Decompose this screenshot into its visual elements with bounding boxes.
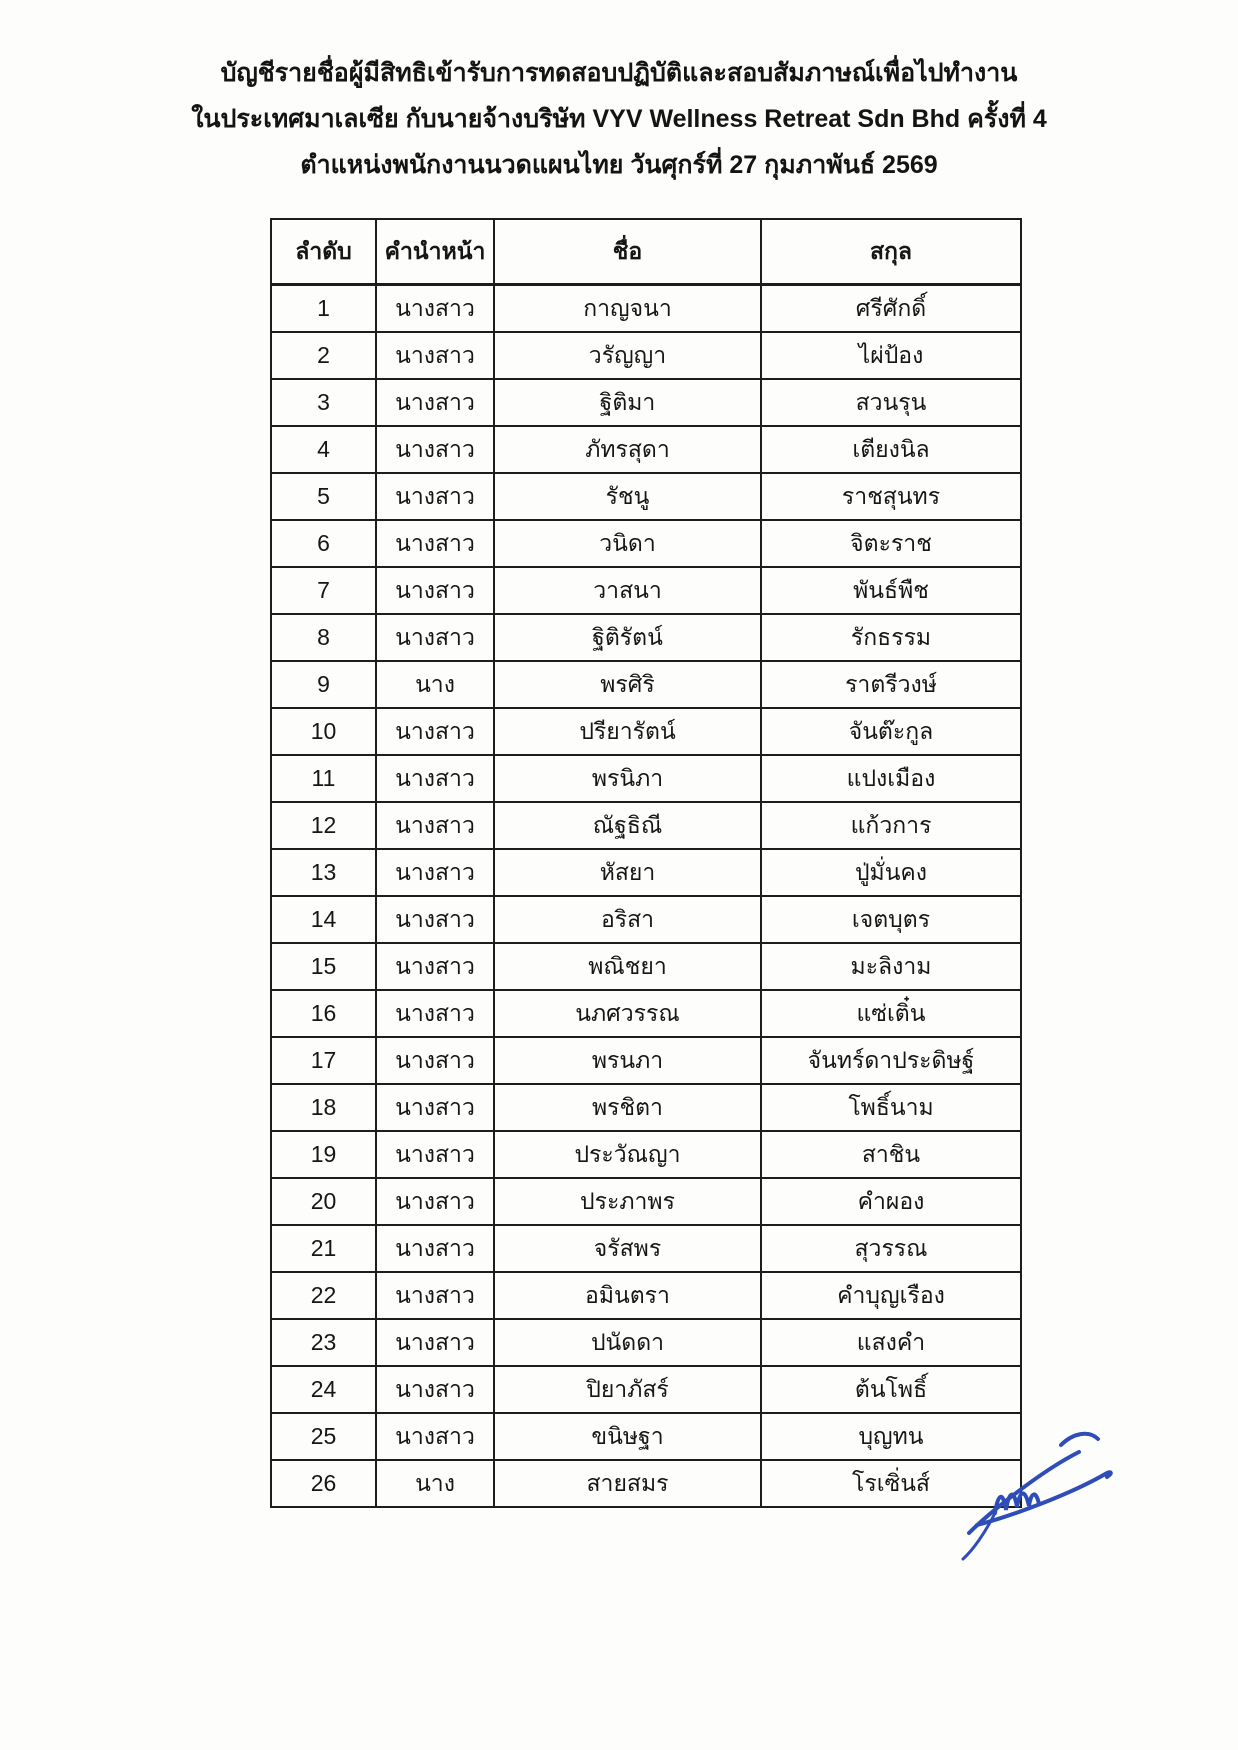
cell-title: นางสาว [376, 802, 494, 849]
cell-no: 5 [271, 473, 376, 520]
cell-surname: สวนรุน [761, 379, 1021, 426]
table-row [271, 1272, 1021, 1319]
cell-title: นางสาว [376, 1037, 494, 1084]
cell-no: 2 [271, 332, 376, 379]
table-row [271, 426, 1021, 473]
cell-title: นางสาว [376, 1319, 494, 1366]
cell-no: 17 [271, 1037, 376, 1084]
cell-surname: แก้วการ [761, 802, 1021, 849]
table-row [271, 1319, 1021, 1366]
table-row [271, 661, 1021, 708]
cell-no: 25 [271, 1413, 376, 1460]
cell-surname: ไผ่ป้อง [761, 332, 1021, 379]
table-row [271, 1131, 1021, 1178]
cell-first-name: ภัทรสุดา [494, 426, 761, 473]
table-row [271, 520, 1021, 567]
cell-first-name: หัสยา [494, 849, 761, 896]
cell-no: 8 [271, 614, 376, 661]
cell-surname: ต้นโพธิ์ [761, 1366, 1021, 1413]
cell-first-name: พรนิภา [494, 755, 761, 802]
table-row [271, 567, 1021, 614]
cell-title: นางสาว [376, 1131, 494, 1178]
cell-no: 22 [271, 1272, 376, 1319]
cell-surname: แซ่เติ๋น [761, 990, 1021, 1037]
header-first-name: ชื่อ [494, 219, 761, 285]
header-row [271, 219, 1021, 285]
title-line-3: ตำแหน่งพนักงานนวดแผนไทย วันศุกร์ที่ 27 กุมภาพันธ์ 2569 [300, 151, 938, 179]
cell-first-name: รัชนู [494, 473, 761, 520]
table-row [271, 1037, 1021, 1084]
cell-first-name: วรัญญา [494, 332, 761, 379]
table-row [271, 1413, 1021, 1460]
cell-title: นางสาว [376, 614, 494, 661]
header-no: ลำดับ [271, 219, 376, 285]
cell-surname: มะลิงาม [761, 943, 1021, 990]
roster-table-body [271, 285, 1021, 1508]
cell-title: นางสาว [376, 990, 494, 1037]
cell-surname: ปู่มั่นคง [761, 849, 1021, 896]
cell-surname: โพธิ์นาม [761, 1084, 1021, 1131]
cell-surname: โรเซิ่นส์ [761, 1460, 1021, 1507]
header-title: คำนำหน้า [376, 219, 494, 285]
cell-surname: จันทร์ดาประดิษฐ์ [761, 1037, 1021, 1084]
cell-first-name: อริสา [494, 896, 761, 943]
cell-no: 16 [271, 990, 376, 1037]
cell-no: 4 [271, 426, 376, 473]
cell-surname: คำผอง [761, 1178, 1021, 1225]
cell-no: 24 [271, 1366, 376, 1413]
cell-no: 23 [271, 1319, 376, 1366]
cell-no: 21 [271, 1225, 376, 1272]
cell-first-name: พรชิตา [494, 1084, 761, 1131]
cell-no: 12 [271, 802, 376, 849]
cell-surname: รักธรรม [761, 614, 1021, 661]
cell-surname: จันต๊ะกูล [761, 708, 1021, 755]
table-row [271, 755, 1021, 802]
cell-surname: ศรีศักดิ์ [761, 285, 1021, 333]
cell-title: นางสาว [376, 1272, 494, 1319]
table-row [271, 1366, 1021, 1413]
cell-no: 18 [271, 1084, 376, 1131]
cell-surname: ราตรีวงษ์ [761, 661, 1021, 708]
cell-no: 6 [271, 520, 376, 567]
cell-first-name: พรนภา [494, 1037, 761, 1084]
table-row [271, 802, 1021, 849]
table-row [271, 379, 1021, 426]
cell-title: นางสาว [376, 1413, 494, 1460]
cell-no: 1 [271, 285, 376, 333]
table-row [271, 990, 1021, 1037]
cell-surname: แสงคำ [761, 1319, 1021, 1366]
cell-title: นางสาว [376, 473, 494, 520]
cell-no: 20 [271, 1178, 376, 1225]
cell-first-name: จรัสพร [494, 1225, 761, 1272]
cell-no: 11 [271, 755, 376, 802]
cell-title: นางสาว [376, 1178, 494, 1225]
cell-title: นางสาว [376, 755, 494, 802]
cell-first-name: ปนัดดา [494, 1319, 761, 1366]
cell-no: 14 [271, 896, 376, 943]
cell-first-name: ณัฐธิณี [494, 802, 761, 849]
cell-first-name: อมินตรา [494, 1272, 761, 1319]
cell-surname: จิตะราช [761, 520, 1021, 567]
cell-title: นาง [376, 661, 494, 708]
cell-surname: บุญทน [761, 1413, 1021, 1460]
cell-no: 19 [271, 1131, 376, 1178]
cell-title: นางสาว [376, 1225, 494, 1272]
table-row [271, 285, 1021, 333]
cell-title: นางสาว [376, 896, 494, 943]
table-row [271, 1460, 1021, 1507]
cell-surname: คำบุญเรือง [761, 1272, 1021, 1319]
table-row [271, 708, 1021, 755]
cell-first-name: วนิดา [494, 520, 761, 567]
cell-first-name: ฐิติรัตน์ [494, 614, 761, 661]
roster-table-header [271, 219, 1021, 285]
cell-surname: ราชสุนทร [761, 473, 1021, 520]
cell-no: 26 [271, 1460, 376, 1507]
cell-title: นางสาว [376, 520, 494, 567]
title-line-1: บัญชีรายชื่อผู้มีสิทธิเข้ารับการทดสอบปฏิบัติและสอบสัมภาษณ์เพื่อไปทำงาน [220, 59, 1018, 87]
cell-title: นางสาว [376, 332, 494, 379]
cell-title: นางสาว [376, 567, 494, 614]
cell-title: นางสาว [376, 1084, 494, 1131]
cell-first-name: สายสมร [494, 1460, 761, 1507]
cell-first-name: ประภาพร [494, 1178, 761, 1225]
table-row [271, 1225, 1021, 1272]
cell-first-name: ฐิติมา [494, 379, 761, 426]
cell-first-name: พรศิริ [494, 661, 761, 708]
cell-first-name: ประวัณญา [494, 1131, 761, 1178]
header-surname: สกุล [761, 219, 1021, 285]
cell-no: 13 [271, 849, 376, 896]
cell-title: นาง [376, 1460, 494, 1507]
cell-first-name: ปิยาภัสร์ [494, 1366, 761, 1413]
table-row [271, 849, 1021, 896]
cell-no: 9 [271, 661, 376, 708]
cell-title: นางสาว [376, 285, 494, 333]
table-row [271, 473, 1021, 520]
cell-no: 10 [271, 708, 376, 755]
cell-first-name: ปรียารัตน์ [494, 708, 761, 755]
cell-surname: พันธ์พืช [761, 567, 1021, 614]
cell-first-name: นภศวรรณ [494, 990, 761, 1037]
cell-title: นางสาว [376, 943, 494, 990]
cell-no: 3 [271, 379, 376, 426]
document-title [0, 50, 1238, 188]
cell-first-name: วาสนา [494, 567, 761, 614]
cell-title: นางสาว [376, 1366, 494, 1413]
cell-first-name: พณิชยา [494, 943, 761, 990]
cell-no: 7 [271, 567, 376, 614]
table-row [271, 614, 1021, 661]
table-row [271, 1084, 1021, 1131]
roster-table [270, 218, 1022, 1508]
table-row [271, 332, 1021, 379]
title-line-2: ในประเทศมาเลเซีย กับนายจ้างบริษัท VYV Wellness Retreat Sdn Bhd ครั้งที่ 4 [191, 105, 1047, 133]
cell-surname: เจตบุตร [761, 896, 1021, 943]
cell-first-name: กาญจนา [494, 285, 761, 333]
table-row [271, 943, 1021, 990]
cell-title: นางสาว [376, 379, 494, 426]
cell-first-name: ขนิษฐา [494, 1413, 761, 1460]
cell-title: นางสาว [376, 708, 494, 755]
cell-surname: สาชิน [761, 1131, 1021, 1178]
cell-title: นางสาว [376, 426, 494, 473]
cell-surname: แปงเมือง [761, 755, 1021, 802]
cell-no: 15 [271, 943, 376, 990]
table-row [271, 896, 1021, 943]
cell-surname: สุวรรณ [761, 1225, 1021, 1272]
cell-surname: เตียงนิล [761, 426, 1021, 473]
cell-title: นางสาว [376, 849, 494, 896]
table-row [271, 1178, 1021, 1225]
